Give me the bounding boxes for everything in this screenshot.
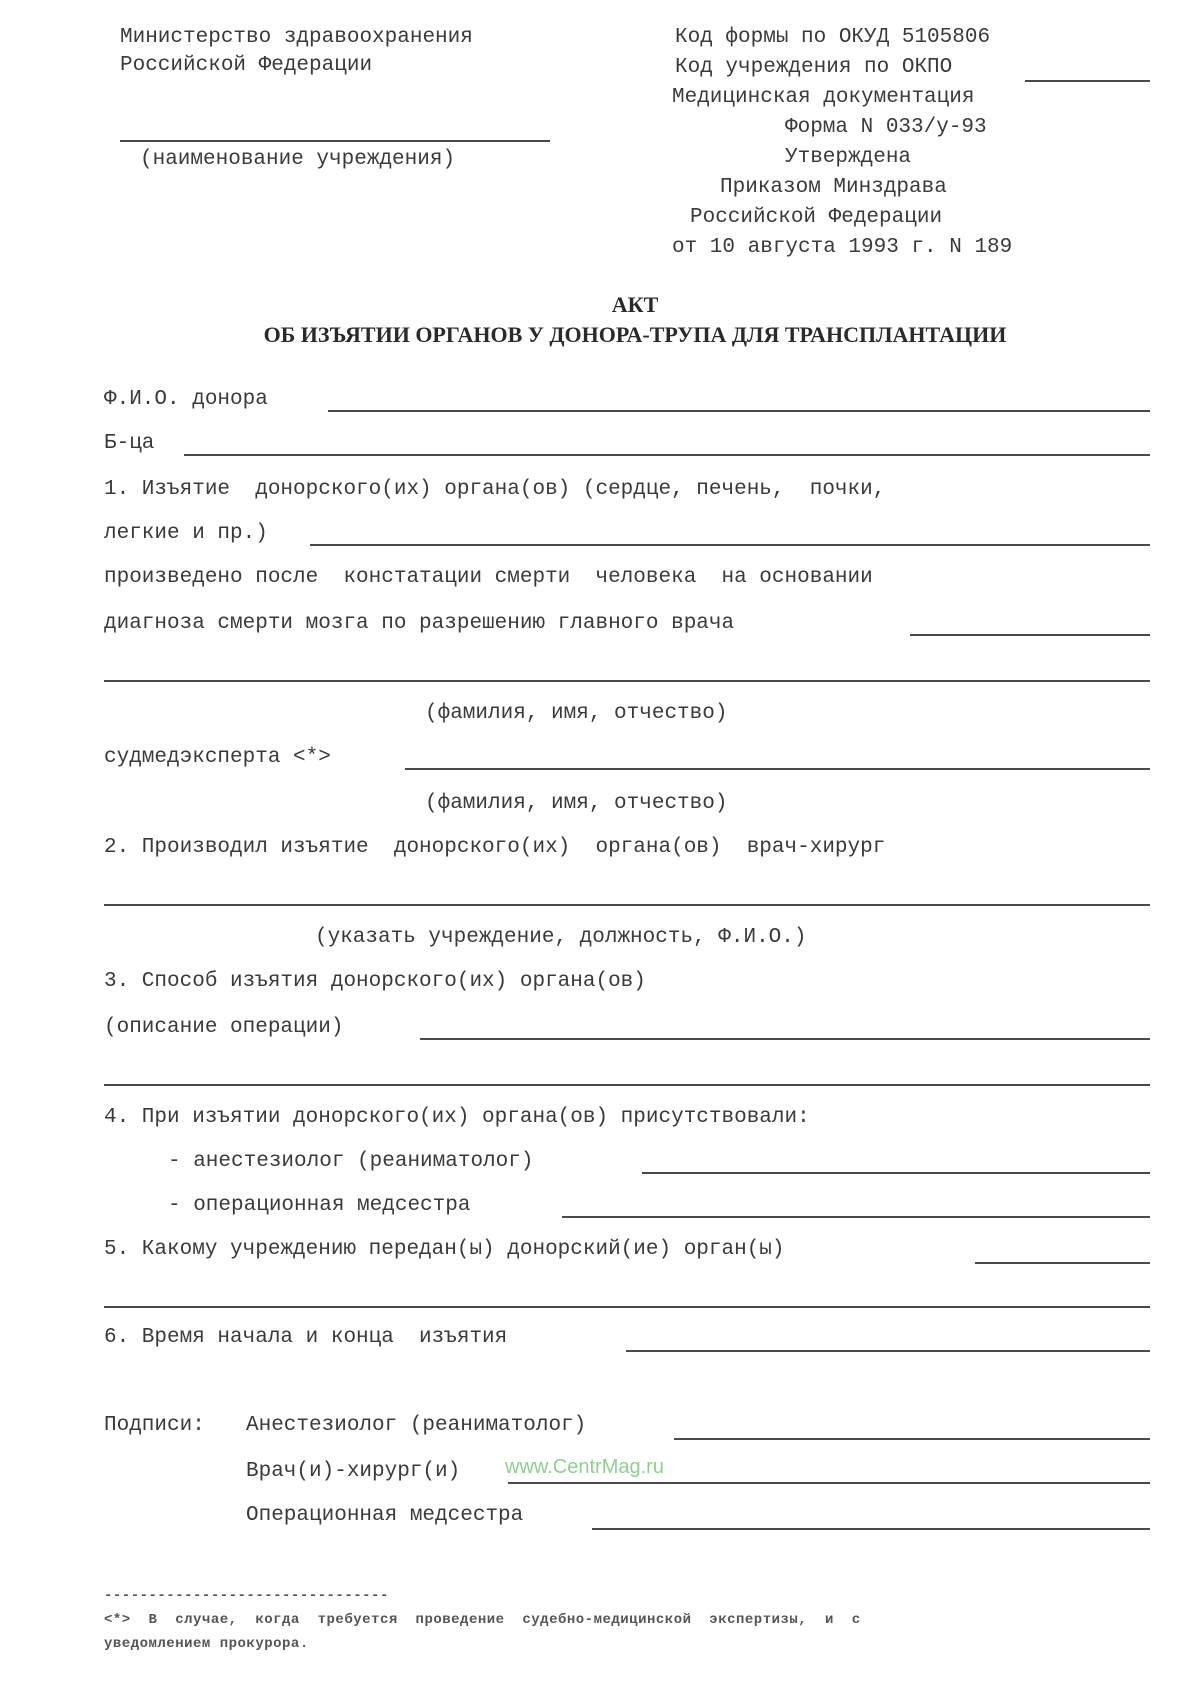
item1-line2: легкие и пр.) xyxy=(104,522,268,545)
recipient-institution-field-cont[interactable] xyxy=(104,1306,1150,1308)
approved-label: Утверждена xyxy=(785,146,912,169)
okpo-field[interactable] xyxy=(1025,80,1150,82)
ministry-line-1: Министерство здравоохранения xyxy=(120,26,473,49)
chief-doctor-field[interactable] xyxy=(910,634,1150,636)
order-label: Приказом Минздрава xyxy=(720,176,947,199)
item4-nurse-label: - операционная медсестра xyxy=(168,1194,471,1217)
donor-name-field[interactable] xyxy=(328,410,1150,412)
organs-field[interactable] xyxy=(310,544,1150,546)
signature-surgeon-field[interactable] xyxy=(508,1482,1150,1484)
okpo-label: Код учреждения по ОКПО xyxy=(675,56,953,79)
item2-label: 2. Производил изъятие донорского(их) органа(ов) врач-хирург xyxy=(104,836,886,859)
footnote-line-1: <*> В случае, когда требуется проведение судебно-медицинской экспертизы, и с xyxy=(104,1612,861,1628)
forensic-expert-label: судмедэксперта <*> xyxy=(104,746,331,769)
act-title: АКТ xyxy=(611,292,659,317)
chief-doctor-field-cont[interactable] xyxy=(104,680,1150,682)
item4-anesthesiologist-label: - анестезиолог (реаниматолог) xyxy=(168,1150,534,1173)
nurse-field[interactable] xyxy=(562,1216,1150,1218)
footnote-separator: -------------------------------- xyxy=(104,1588,389,1604)
watermark: www.CentrMag.ru xyxy=(505,1456,664,1478)
act-subtitle: ОБ ИЗЪЯТИИ ОРГАНОВ У ДОНОРА-ТРУПА ДЛЯ ТРАНСПЛАНТАЦИИ xyxy=(263,322,1007,347)
donor-name-label: Ф.И.О. донора xyxy=(104,388,268,411)
signature-surgeon-label: Врач(и)-хирург(и) xyxy=(246,1460,461,1483)
footnote-line-2: уведомлением прокурора. xyxy=(104,1636,309,1652)
item1-line1: 1. Изъятие донорского(их) органа(ов) (сердце, печень, почки, xyxy=(104,478,886,501)
recipient-institution-field[interactable] xyxy=(975,1262,1150,1264)
order-date: от 10 августа 1993 г. N 189 xyxy=(672,236,1013,259)
item1-line4: диагноза смерти мозга по разрешению главного врача xyxy=(104,612,735,635)
fio-caption-2: (фамилия, имя, отчество) xyxy=(425,792,728,815)
med-doc-label: Медицинская документация xyxy=(672,86,975,109)
okud-code: Код формы по ОКУД 5105806 xyxy=(675,26,991,49)
item5-label: 5. Какому учреждению передан(ы) донорский(ие) орган(ы) xyxy=(104,1238,785,1261)
item1-line3: произведено после констатации смерти человека на основании xyxy=(104,566,873,589)
anesthesiologist-field[interactable] xyxy=(642,1172,1150,1174)
institution-caption: (наименование учреждения) xyxy=(140,148,456,171)
forensic-expert-field[interactable] xyxy=(405,768,1150,770)
federation-label: Российской Федерации xyxy=(690,206,943,229)
operation-description-field-cont[interactable] xyxy=(104,1084,1150,1086)
item3-line1: 3. Способ изъятия донорского(их) органа(ов) xyxy=(104,970,646,993)
operation-description-field[interactable] xyxy=(420,1038,1150,1040)
surgeon-field[interactable] xyxy=(104,904,1150,906)
form-number: Форма N 033/у-93 xyxy=(785,116,987,139)
institution-name-field[interactable] xyxy=(120,140,550,142)
signature-anesthesiologist-field[interactable] xyxy=(674,1438,1150,1440)
item4-label: 4. При изъятии донорского(их) органа(ов) присутствовали: xyxy=(104,1106,810,1129)
item2-caption: (указать учреждение, должность, Ф.И.О.) xyxy=(315,926,807,949)
signature-anesthesiologist-label: Анестезиолог (реаниматолог) xyxy=(246,1414,587,1437)
hospital-field[interactable] xyxy=(184,454,1150,456)
signature-nurse-label: Операционная медсестра xyxy=(246,1504,524,1527)
item3-line2: (описание операции) xyxy=(104,1016,344,1039)
hospital-label: Б-ца xyxy=(104,432,155,455)
signature-nurse-field[interactable] xyxy=(592,1528,1150,1530)
signatures-label: Подписи: xyxy=(104,1414,205,1437)
removal-time-field[interactable] xyxy=(626,1350,1150,1352)
ministry-line-2: Российской Федерации xyxy=(120,54,373,77)
fio-caption-1: (фамилия, имя, отчество) xyxy=(425,702,728,725)
item6-label: 6. Время начала и конца изъятия xyxy=(104,1326,508,1349)
